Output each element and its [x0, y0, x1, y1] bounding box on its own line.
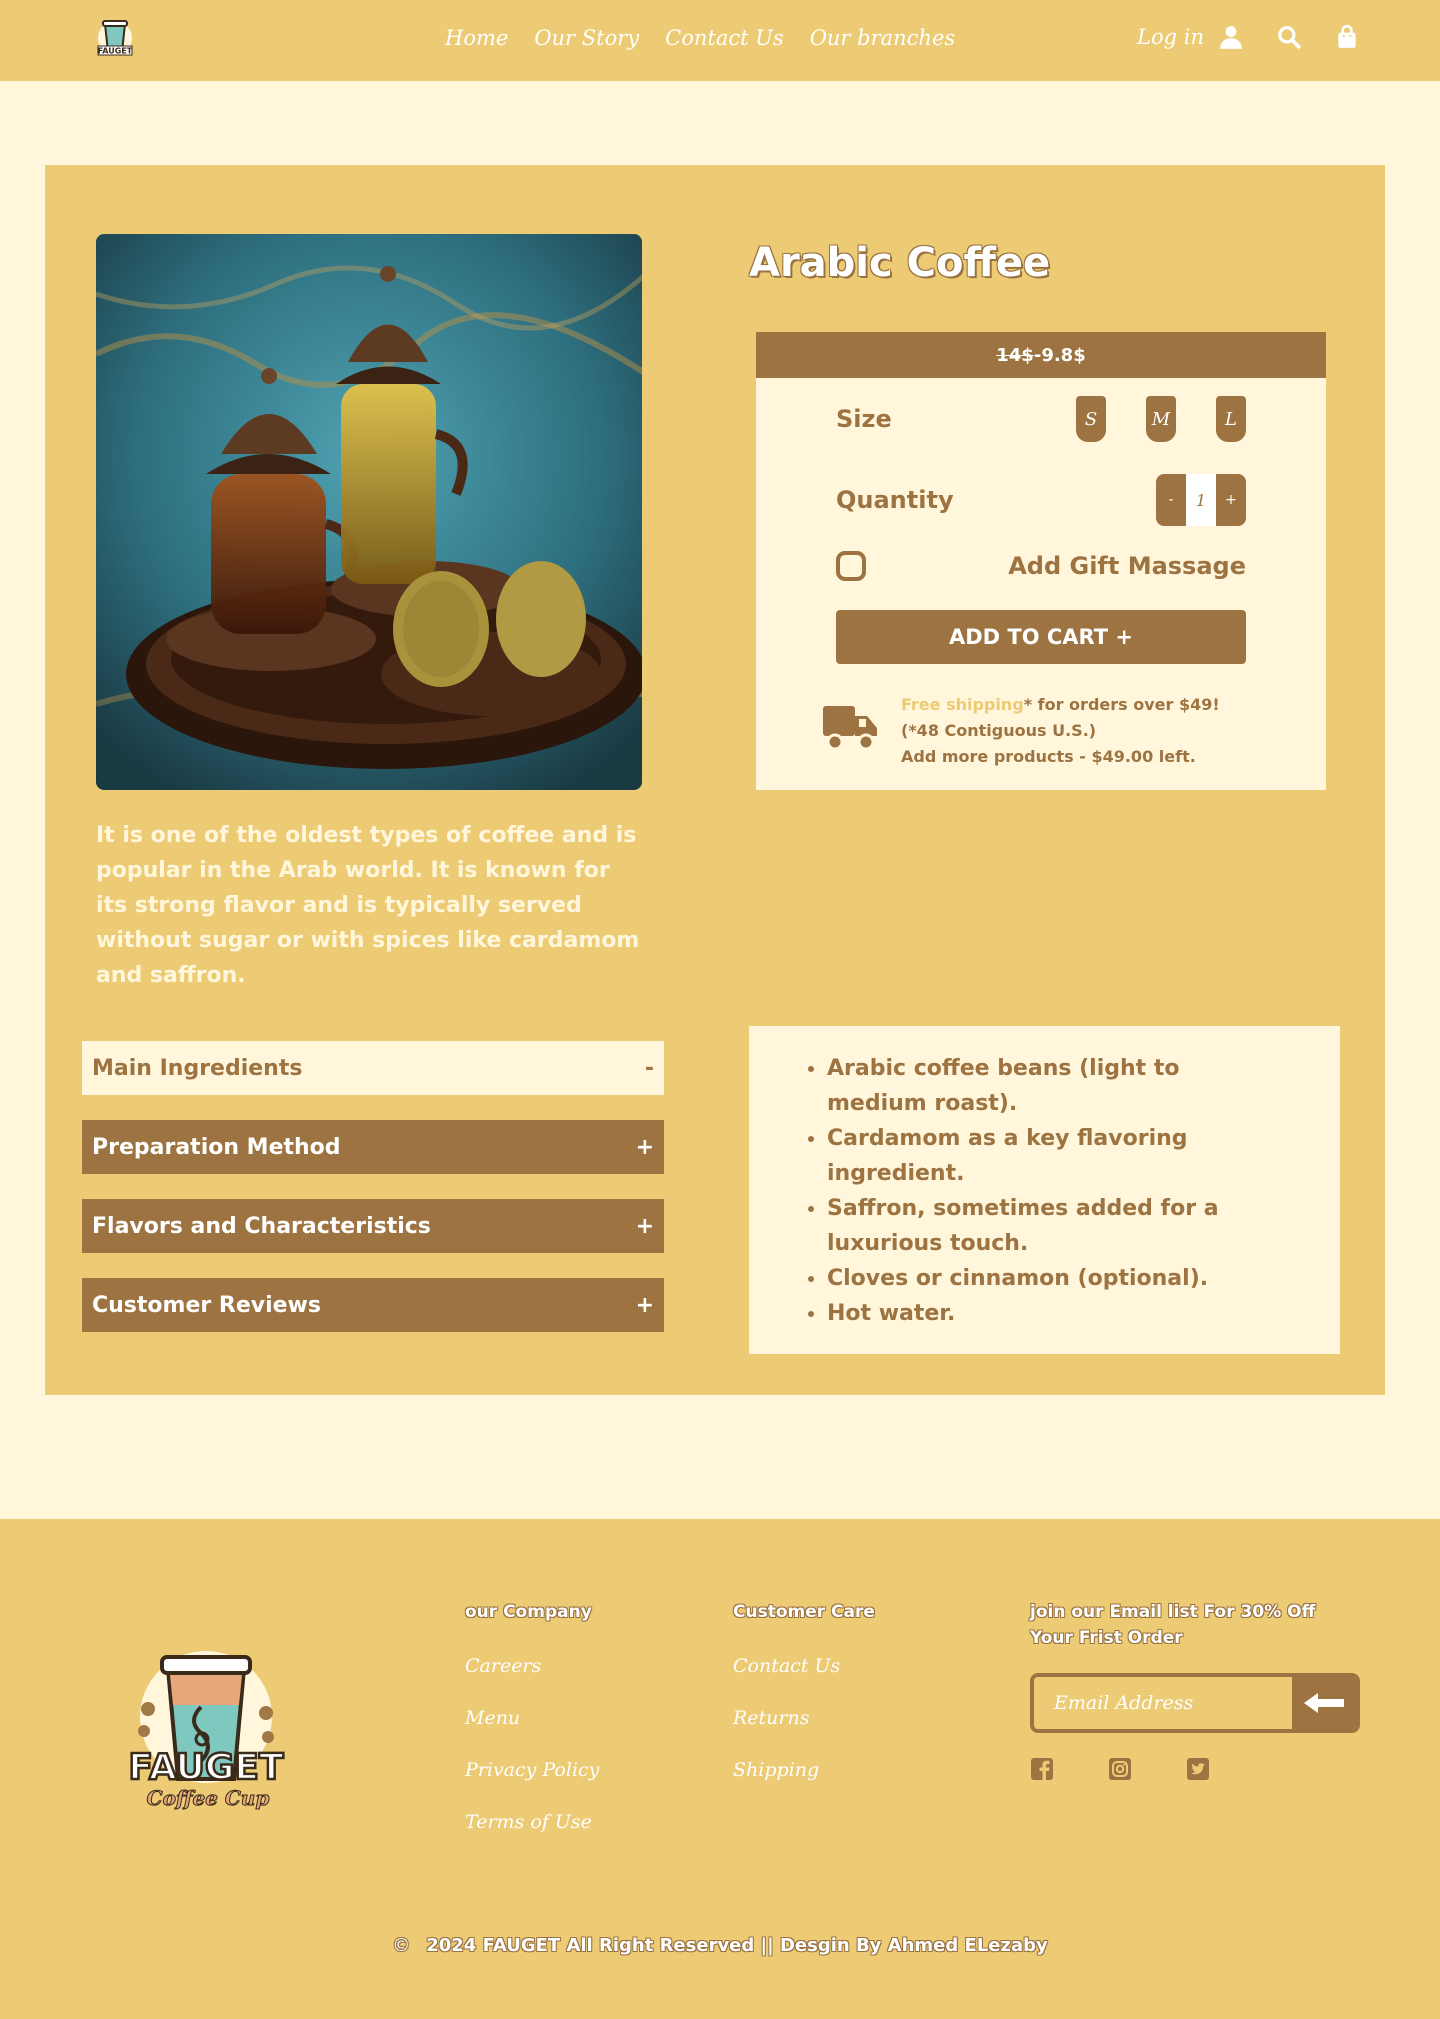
- gift-checkbox[interactable]: [836, 551, 866, 581]
- email-input[interactable]: [1034, 1677, 1292, 1729]
- subscribe-button[interactable]: [1292, 1677, 1356, 1729]
- accordion-toggle-icon: -: [644, 1055, 654, 1081]
- accordion-label: Preparation Method: [92, 1134, 341, 1160]
- footer-care-column: [733, 1599, 875, 1781]
- accordion-toggle-icon: +: [635, 1292, 654, 1318]
- list-item: • Hot water.: [827, 1296, 1267, 1331]
- size-label: Size: [836, 405, 892, 433]
- size-l-button[interactable]: L: [1216, 396, 1246, 442]
- shipping-line2: (*48 Contiguous U.S.): [901, 721, 1097, 740]
- footer-logo[interactable]: [126, 1639, 286, 1819]
- price-old: 14$: [996, 344, 1034, 366]
- copyright: [0, 1935, 1440, 1956]
- nav-home[interactable]: Home: [445, 26, 509, 50]
- accordion-main-ingredients[interactable]: [82, 1041, 664, 1095]
- header-logo[interactable]: [92, 16, 138, 64]
- footer-logo-subtext: Coffee Cup: [146, 1786, 270, 1810]
- nav-contact-us[interactable]: Contact Us: [665, 26, 784, 50]
- footer-link-careers[interactable]: Careers: [465, 1655, 542, 1677]
- add-to-cart-button[interactable]: ADD TO CART +: [836, 610, 1246, 664]
- quantity-minus-button[interactable]: -: [1156, 474, 1186, 526]
- shipping-line1: * for orders over $49!: [1023, 695, 1220, 714]
- footer-link-terms[interactable]: Terms of Use: [465, 1811, 592, 1833]
- footer-company-column: [465, 1599, 599, 1833]
- header-actions: [1137, 24, 1360, 50]
- footer-newsletter-column: [1030, 1599, 1360, 1651]
- size-s-button[interactable]: S: [1076, 396, 1106, 442]
- header-logo-text: FAUGET: [97, 46, 133, 56]
- shipping-text: [901, 692, 1220, 770]
- footer-link-privacy[interactable]: Privacy Policy: [465, 1759, 600, 1781]
- quantity-label: Quantity: [836, 486, 954, 514]
- shipping-info: [821, 692, 1220, 770]
- price-separator: -: [1033, 344, 1042, 366]
- gift-label: Add Gift Massage: [1008, 552, 1246, 580]
- footer-logo-text: FAUGET: [128, 1747, 284, 1788]
- size-options: [1076, 396, 1246, 442]
- login-link[interactable]: Log in: [1137, 25, 1204, 49]
- quantity-plus-button[interactable]: +: [1216, 474, 1246, 526]
- newsletter-form: [1030, 1673, 1360, 1733]
- facebook-icon[interactable]: [1030, 1757, 1054, 1781]
- quantity-value[interactable]: 1: [1186, 474, 1216, 526]
- bag-icon[interactable]: [1334, 24, 1360, 50]
- ingredients-panel: [749, 1026, 1340, 1354]
- list-item: • Saffron, sometimes added for a luxurious touch.: [827, 1191, 1267, 1261]
- footer-link-shipping[interactable]: Shipping: [733, 1759, 820, 1781]
- list-item: • Arabic coffee beans (light to medium roast).: [827, 1051, 1267, 1121]
- footer-link-menu[interactable]: Menu: [465, 1707, 521, 1729]
- user-icon[interactable]: [1218, 24, 1244, 50]
- nav-our-branches[interactable]: Our branches: [809, 26, 956, 50]
- accordion-toggle-icon: +: [635, 1134, 654, 1160]
- accordion-flavors[interactable]: [82, 1199, 664, 1253]
- nav-our-story[interactable]: Our Story: [534, 26, 640, 50]
- quantity-stepper: [1156, 474, 1246, 526]
- search-icon[interactable]: [1276, 24, 1302, 50]
- size-row: [836, 396, 1246, 442]
- accordion-label: Flavors and Characteristics: [92, 1213, 431, 1239]
- footer-link-returns[interactable]: Returns: [733, 1707, 810, 1729]
- accordion-preparation-method[interactable]: [82, 1120, 664, 1174]
- product-image: [96, 234, 642, 790]
- shipping-line3: Add more products - $49.00 left.: [901, 747, 1196, 766]
- purchase-box: [756, 332, 1326, 790]
- copyright-symbol: ©: [392, 1935, 411, 1956]
- free-shipping-link[interactable]: Free shipping: [901, 695, 1024, 714]
- quantity-row: [836, 474, 1246, 526]
- instagram-icon[interactable]: [1108, 1757, 1132, 1781]
- arrow-left-icon: [1302, 1691, 1346, 1715]
- footer-company-heading: our Company: [465, 1602, 592, 1622]
- price-bar: [756, 332, 1326, 378]
- accordion-toggle-icon: +: [635, 1213, 654, 1239]
- ingredients-list: [827, 1051, 1267, 1331]
- list-item: • Cardamom as a key flavoring ingredient.: [827, 1121, 1267, 1191]
- list-item: • Cloves or cinnamon (optional).: [827, 1261, 1267, 1296]
- footer-link-contact[interactable]: Contact Us: [733, 1655, 841, 1677]
- main-nav: [445, 26, 955, 50]
- accordion-label: Customer Reviews: [92, 1292, 321, 1318]
- price-new: 9.8$: [1041, 344, 1086, 366]
- accordion-label: Main Ingredients: [92, 1055, 303, 1081]
- social-links: [1030, 1757, 1210, 1781]
- site-footer: [0, 1519, 1440, 2019]
- size-m-button[interactable]: M: [1146, 396, 1176, 442]
- newsletter-heading: join our Email list For 30% Off Your Frist Order: [1030, 1602, 1316, 1648]
- accordion-customer-reviews[interactable]: [82, 1278, 664, 1332]
- site-header: [0, 0, 1440, 81]
- gift-row: [836, 551, 1246, 581]
- product-title: Arabic Coffee: [749, 240, 1051, 286]
- twitter-icon[interactable]: [1186, 1757, 1210, 1781]
- truck-icon: [821, 702, 879, 752]
- product-description: It is one of the oldest types of coffee and is popular in the Arab world. It is known for its strong flavor and is typically served without sugar or with spices like cardamom and saffron.: [96, 823, 640, 988]
- copyright-text: 2024 FAUGET All Right Reserved || Desgin By Ahmed ELezaby: [426, 1935, 1048, 1956]
- footer-care-heading: Customer Care: [733, 1602, 875, 1622]
